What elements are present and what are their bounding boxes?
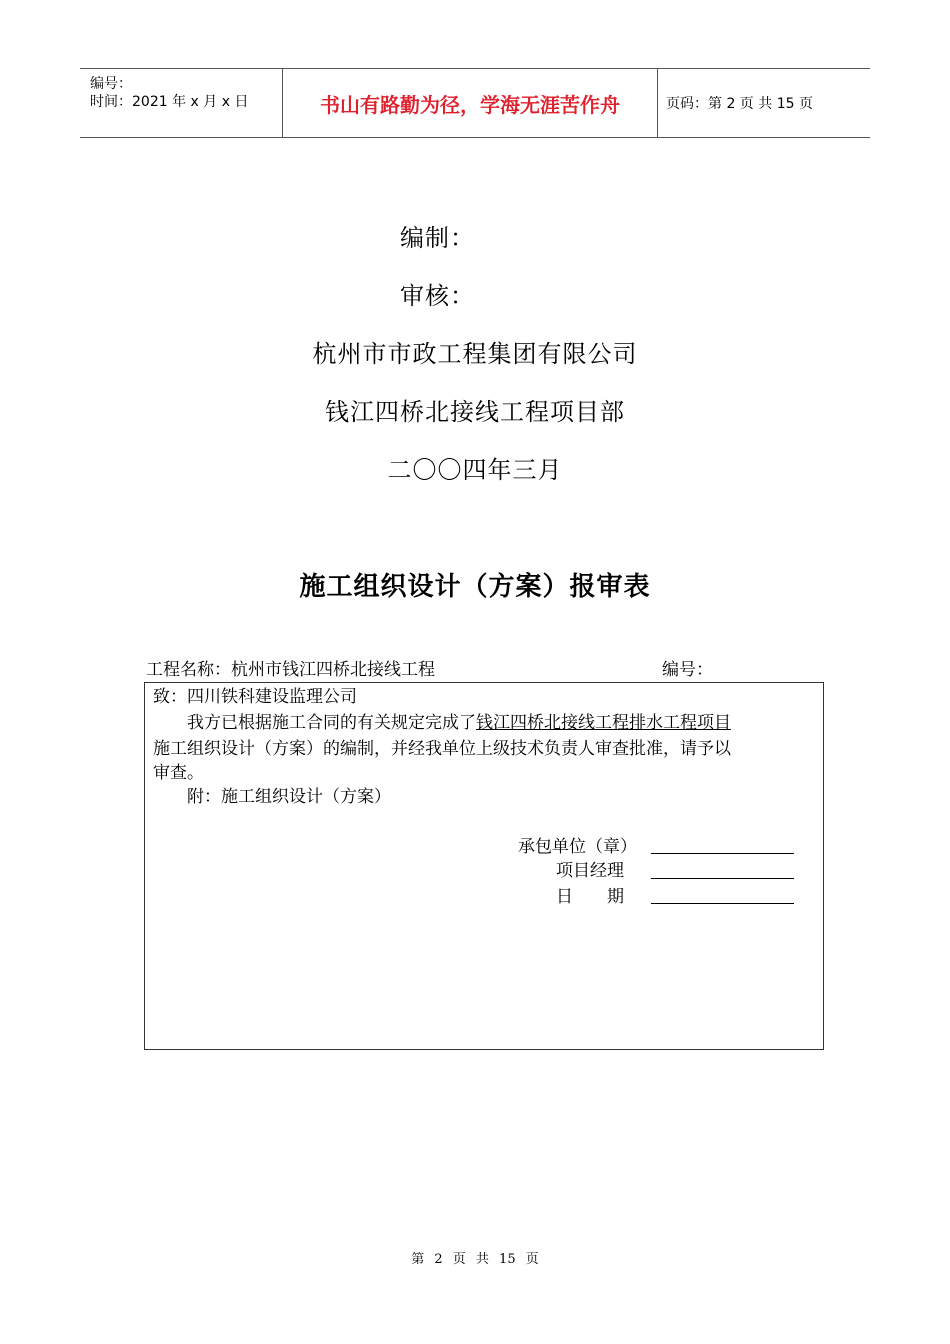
company-name: 杭州市市政工程集团有限公司	[312, 340, 638, 368]
department-name: 钱江四桥北接线工程项目部	[325, 398, 625, 426]
body-line-2: 施工组织设计（方案）的编制，并经我单位上级技术负责人审查批准，请予以	[153, 739, 731, 759]
sig-manager-line	[651, 878, 794, 879]
header-motto: 书山有路勤为径，学海无涯苦作舟	[283, 69, 658, 137]
attachment-line: 附：施工组织设计（方案）	[187, 787, 391, 807]
sig-contractor-label: 承包单位（章）	[518, 837, 637, 857]
body-project-underlined: 钱江四桥北接线工程排水工程项目	[476, 713, 731, 733]
sig-contractor-line	[651, 853, 794, 854]
body-prefix: 我方已根据施工合同的有关规定完成了	[187, 713, 476, 733]
form-title: 施工组织设计（方案）报审表	[299, 572, 651, 602]
compile-label: 编制：	[400, 224, 475, 252]
sig-date-label: 日 期	[556, 887, 624, 907]
body-line-3: 审查。	[153, 763, 204, 783]
addressee-line: 致：四川铁科建设监理公司	[153, 687, 357, 707]
header-time-label: 时间：2021 年 x 月 x 日	[90, 94, 249, 110]
sig-date-line	[651, 903, 794, 904]
header-meta-cell	[80, 69, 283, 137]
sig-manager-label: 项目经理	[556, 861, 624, 881]
review-label: 审核：	[400, 282, 475, 310]
body-line-1	[187, 710, 731, 736]
project-name: 工程名称：杭州市钱江四桥北接线工程	[146, 660, 435, 680]
cover-date: 二〇〇四年三月	[387, 456, 563, 484]
header-number-label: 编号：	[90, 76, 132, 92]
page-header	[80, 68, 870, 138]
page-footer: 第 2 页 共 15 页	[411, 1252, 539, 1267]
form-number-label: 编号：	[662, 660, 713, 680]
header-page-info: 页码：第 2 页 共 15 页	[666, 96, 813, 112]
